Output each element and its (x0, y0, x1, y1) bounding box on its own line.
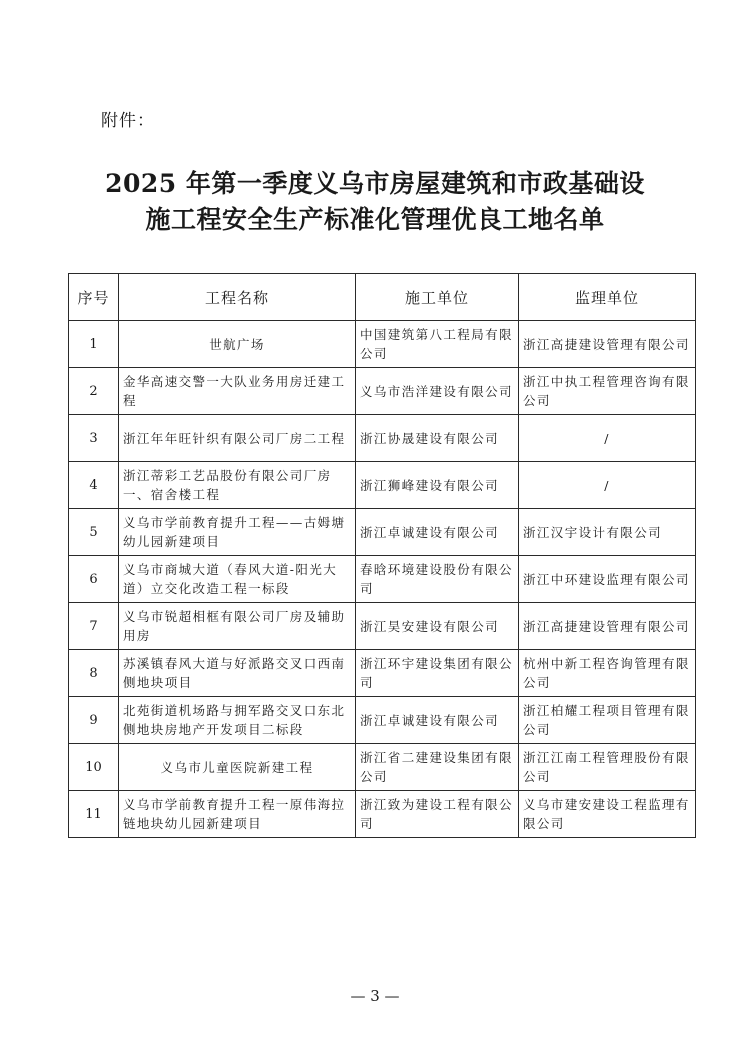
contractor: 浙江卓诚建设有限公司 (356, 697, 519, 744)
contractor: 春晗环境建设股份有限公司 (356, 556, 519, 603)
table-row (69, 603, 696, 650)
project-name: 义乌市学前教育提升工程——古姆塘幼儿园新建项目 (119, 509, 356, 556)
contractor: 浙江致为建设工程有限公司 (356, 791, 519, 838)
header-project-name: 工程名称 (119, 274, 356, 321)
supervisor: 义乌市建安建设工程监理有限公司 (519, 791, 696, 838)
row-no: 11 (69, 791, 119, 838)
row-no: 7 (69, 603, 119, 650)
project-name: 浙江蒂彩工艺品股份有限公司厂房一、宿舍楼工程 (119, 462, 356, 509)
table-row (69, 321, 696, 368)
row-no: 8 (69, 650, 119, 697)
contractor: 浙江昊安建设有限公司 (356, 603, 519, 650)
row-no: 9 (69, 697, 119, 744)
contractor: 浙江协晟建设有限公司 (356, 415, 519, 462)
table-row (69, 368, 696, 415)
row-no: 1 (69, 321, 119, 368)
table-row (69, 509, 696, 556)
project-name: 世航广场 (119, 321, 356, 368)
page-title (0, 166, 750, 238)
row-no: 5 (69, 509, 119, 556)
header-supervisor: 监理单位 (519, 274, 696, 321)
project-name: 义乌市商城大道（春风大道-阳光大道）立交化改造工程一标段 (119, 556, 356, 603)
project-name: 苏溪镇春风大道与好派路交叉口西南侧地块项目 (119, 650, 356, 697)
project-name: 义乌市儿童医院新建工程 (119, 744, 356, 791)
table-row (69, 697, 696, 744)
row-no: 6 (69, 556, 119, 603)
project-name: 浙江年年旺针织有限公司厂房二工程 (119, 415, 356, 462)
row-no: 10 (69, 744, 119, 791)
page-number: — 3 — (350, 987, 400, 1005)
contractor: 浙江省二建建设集团有限公司 (356, 744, 519, 791)
project-name: 义乌市学前教育提升工程一原伟海拉链地块幼儿园新建项目 (119, 791, 356, 838)
row-no: 3 (69, 415, 119, 462)
table-row (69, 650, 696, 697)
project-name: 义乌市锐超相框有限公司厂房及辅助用房 (119, 603, 356, 650)
header-no: 序号 (69, 274, 119, 321)
title-line-2: 施工程安全生产标准化管理优良工地名单 (145, 205, 605, 234)
site-list-table (68, 273, 696, 838)
supervisor: 浙江江南工程管理股份有限公司 (519, 744, 696, 791)
supervisor: 浙江高捷建设管理有限公司 (519, 321, 696, 368)
header-contractor: 施工单位 (356, 274, 519, 321)
table-row (69, 556, 696, 603)
table-row (69, 462, 696, 509)
supervisor: 浙江汉宇设计有限公司 (519, 509, 696, 556)
contractor: 中国建筑第八工程局有限公司 (356, 321, 519, 368)
contractor: 浙江卓诚建设有限公司 (356, 509, 519, 556)
supervisor: 杭州中新工程咨询管理有限公司 (519, 650, 696, 697)
attachment-label: 附件： (101, 111, 155, 131)
supervisor: 浙江高捷建设管理有限公司 (519, 603, 696, 650)
contractor: 义乌市浩洋建设有限公司 (356, 368, 519, 415)
table-row (69, 791, 696, 838)
supervisor: / (519, 462, 696, 509)
project-name: 北苑街道机场路与拥军路交叉口东北侧地块房地产开发项目二标段 (119, 697, 356, 744)
table-row (69, 415, 696, 462)
supervisor: 浙江中环建设监理有限公司 (519, 556, 696, 603)
supervisor: / (519, 415, 696, 462)
table-row (69, 744, 696, 791)
row-no: 4 (69, 462, 119, 509)
project-name: 金华高速交警一大队业务用房迁建工程 (119, 368, 356, 415)
contractor: 浙江环宇建设集团有限公司 (356, 650, 519, 697)
contractor: 浙江狮峰建设有限公司 (356, 462, 519, 509)
table-header-row (69, 274, 696, 321)
supervisor: 浙江柏耀工程项目管理有限公司 (519, 697, 696, 744)
title-line-1: 2025 年第一季度义乌市房屋建筑和市政基础设 (105, 169, 645, 198)
row-no: 2 (69, 368, 119, 415)
supervisor: 浙江中执工程管理咨询有限公司 (519, 368, 696, 415)
